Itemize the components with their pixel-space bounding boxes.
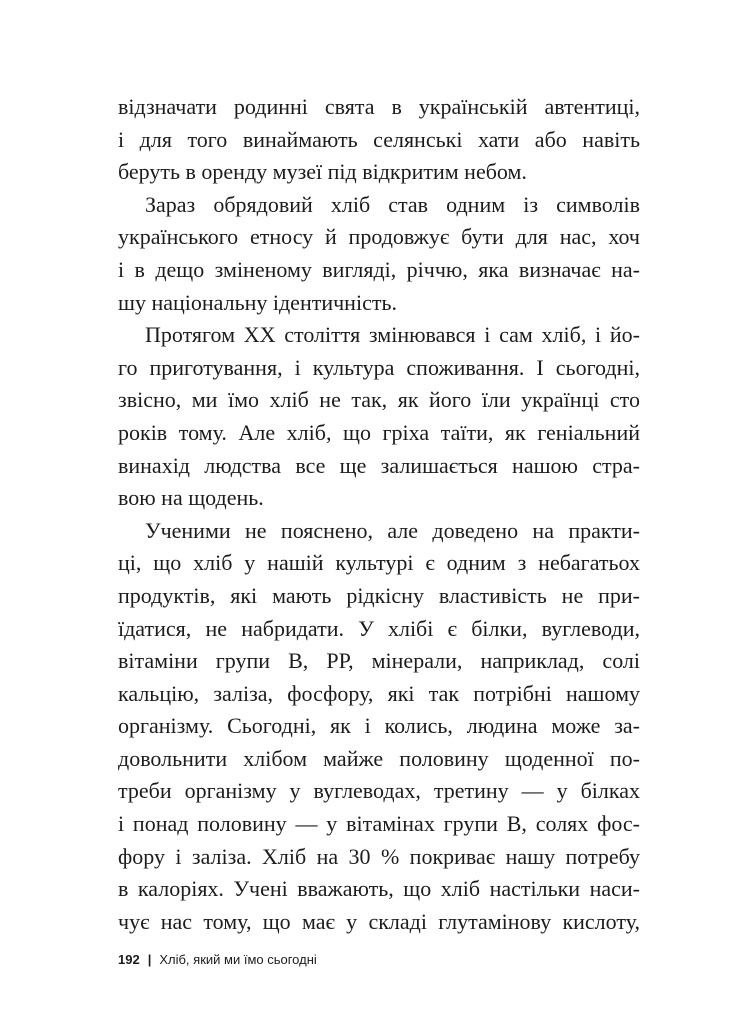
text-line: відзначати родинні свята в українській автентиці,: [118, 94, 640, 119]
page-footer: [118, 952, 317, 967]
text-line: українського етносу й продовжує бути для нас, хоч: [118, 224, 640, 250]
footer-separator: |: [147, 952, 152, 967]
text-line: і для того винаймають селянські хати або навіть: [118, 126, 640, 152]
text-line: Зараз обрядовий хліб став одним із символів: [145, 191, 640, 217]
text-line: Ученими не пояснено, але доведено на практи-: [145, 517, 640, 543]
text-line: років тому. Але хліб, що гріха таїти, як геніальний: [118, 419, 640, 445]
text-line: організму. Сьогодні, як і колись, людина може за-: [118, 713, 640, 739]
text-line: винахід людства все ще залишається нашою стра-: [118, 452, 640, 478]
running-title: Хліб, який ми їмо сьогодні: [159, 952, 317, 967]
text-line: і в дещо зміненому вигляді, річчю, яка визначає на-: [118, 256, 640, 282]
paragraph: [118, 91, 640, 189]
text-line: довольнити хлібом майже половину щоденної по-: [118, 745, 640, 771]
paragraph: [118, 319, 640, 515]
text-line: чує нас тому, що має у складі глутамінову кислоту,: [118, 908, 640, 934]
text-line: вою на щодень.: [118, 485, 264, 511]
text-line: продуктів, які мають рідкісну властивість не при-: [118, 582, 640, 608]
text-line: їдатися, не набридати. У хлібі є білки, вуглеводи,: [118, 615, 640, 641]
text-line: Протягом XX століття змінювався і сам хліб, і йо-: [145, 322, 640, 348]
text-line: кальцію, заліза, фосфору, які так потрібні нашому: [118, 680, 640, 706]
text-line: треби організму у вуглеводах, третину — у білках: [118, 778, 640, 804]
text-line: і понад половину — у вітамінах групи В, солях фос-: [118, 811, 640, 837]
text-line: звісно, ми їмо хліб не так, як його їли українці сто: [118, 387, 640, 413]
text-line: го приготування, і культура споживання. І сьогодні,: [118, 354, 640, 380]
paragraph: [118, 515, 640, 939]
text-line: вітаміни групи В, РР, мінерали, наприклад, солі: [118, 648, 640, 674]
paragraph: [118, 189, 640, 319]
text-line: шу національну ідентичність.: [118, 289, 397, 315]
text-line: беруть в оренду музеї під відкритим небом.: [118, 159, 527, 185]
body-text: [118, 91, 640, 938]
text-line: фору і заліза. Хліб на 30 % покриває нашу потребу: [118, 843, 640, 869]
text-line: в калоріях. Учені вважають, що хліб настільки наси-: [118, 876, 640, 902]
page-number: 192: [118, 952, 140, 967]
text-line: ці, що хліб у нашій культурі є одним з небагатьох: [118, 550, 640, 576]
